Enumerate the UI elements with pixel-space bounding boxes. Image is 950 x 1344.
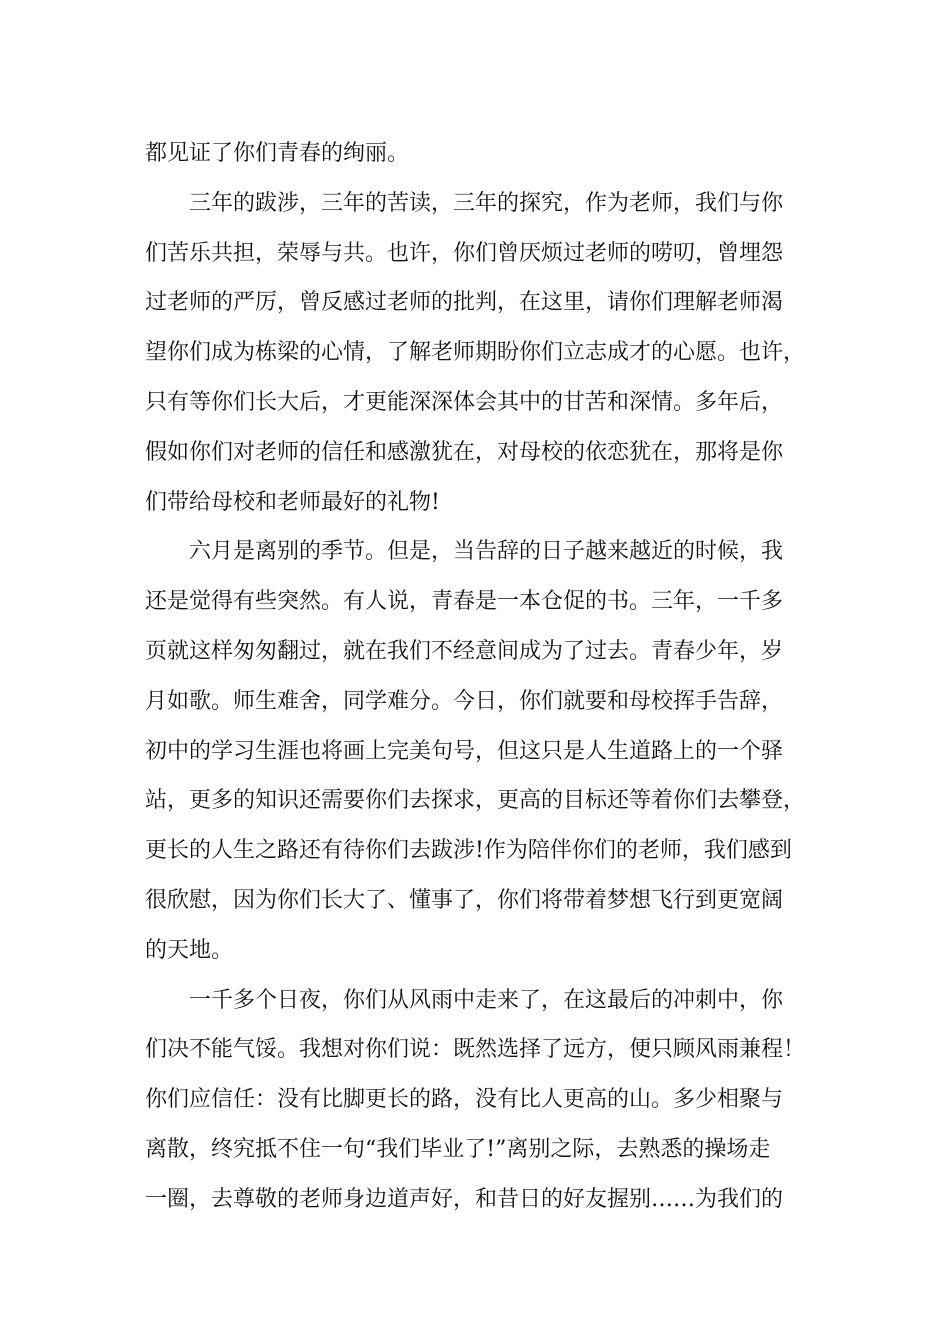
text-line: 站，更多的知识还需要你们去探求，更高的目标还等着你们去攀登， (145, 788, 806, 814)
text-line: 都见证了你们青春的绚丽。 (145, 141, 410, 166)
text-line: 们苦乐共担，荣辱与共。也许，你们曾厌烦过老师的唠叨，曾埋怨 (145, 240, 784, 266)
text-line: 的天地。 (145, 937, 234, 963)
text-line: 们决不能气馁。我想对你们说：既然选择了远方，便只顾风雨兼程！ (145, 1037, 806, 1063)
text-line: 还是觉得有些突然。有人说，青春是一本仓促的书。三年，一千多 (145, 589, 784, 615)
text-line: 只有等你们长大后，才更能深深体会其中的甘苦和深情。多年后， (145, 389, 784, 415)
text-line: 们带给母校和老师最好的礼物! (145, 489, 440, 515)
paragraph-start-line: 六月是离别的季节。但是，当告辞的日子越来越近的时候，我 (189, 539, 784, 565)
text-line: 假如你们对老师的信任和感激犹在，对母校的依恋犹在，那将是你 (145, 439, 784, 465)
text-line: 过老师的严厉，曾反感过老师的批判，在这里，请你们理解老师渴 (145, 290, 784, 316)
text-line: 初中的学习生涯也将画上完美句号，但这只是人生道路上的一个驿 (145, 738, 784, 764)
text-line: 望你们成为栋梁的心情，了解老师期盼你们立志成才的心愿。也许， (145, 340, 806, 366)
text-line: 你们应信任：没有比脚更长的路，没有比人更高的山。多少相聚与 (145, 1087, 784, 1113)
paragraph-start-line: 三年的跋涉，三年的苦读，三年的探究，作为老师，我们与你 (189, 190, 784, 216)
text-line: 很欣慰，因为你们长大了、懂事了，你们将带着梦想飞行到更宽阔 (145, 887, 784, 913)
paragraph-start-line: 一千多个日夜，你们从风雨中走来了，在这最后的冲刺中，你 (189, 987, 784, 1013)
text-line: 页就这样匆匆翻过，就在我们不经意间成为了过去。青春少年，岁 (145, 638, 784, 664)
text-line: 更长的人生之路还有待你们去跋涉!作为陪伴你们的老师，我们感到 (145, 838, 792, 864)
text-line: 离散，终究抵不住一句“我们毕业了!”离别之际，去熟悉的操场走 (145, 1136, 771, 1162)
text-line: 一圈，去尊敬的老师身边道声好，和昔日的好友握别……为我们的 (145, 1186, 784, 1212)
body-text (145, 129, 820, 1225)
text-line: 月如歌。师生难舍，同学难分。今日，你们就要和母校挥手告辞， (145, 688, 784, 714)
